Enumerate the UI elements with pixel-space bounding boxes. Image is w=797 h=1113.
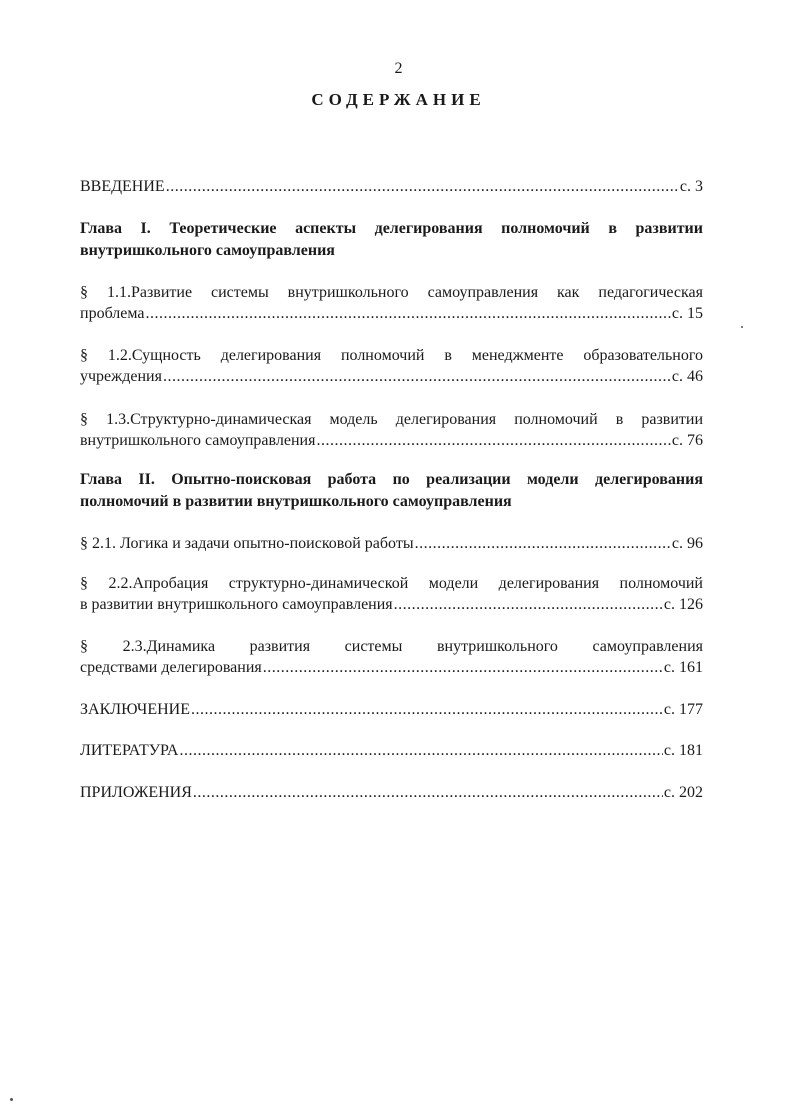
toc-label: учреждения: [80, 368, 162, 385]
leader-dots: [394, 594, 663, 615]
leader-dots: [191, 699, 663, 720]
toc-page-ref: с. 161: [663, 659, 703, 676]
toc-entry-conclusion[interactable]: [80, 699, 703, 720]
toc-entry-1-3[interactable]: [80, 409, 703, 451]
chapter-1-heading[interactable]: [80, 218, 703, 262]
toc-entry-2-2[interactable]: [80, 573, 703, 615]
toc-entry-2-3[interactable]: [80, 636, 703, 678]
toc-label: § 1.2.Сущность делегирования полномочий в менеджменте образовательного: [80, 347, 703, 364]
scan-speck: [10, 1098, 13, 1101]
leader-dots: [166, 176, 679, 197]
leader-dots: [179, 740, 662, 761]
toc-entry-2-1[interactable]: [80, 533, 703, 554]
page-number: 2: [394, 60, 403, 77]
toc-label: средствами делегирования: [80, 659, 262, 676]
toc-page-ref: с. 76: [671, 432, 703, 449]
toc-entry-intro[interactable]: [80, 176, 703, 197]
leader-dots: [263, 657, 663, 678]
leader-dots: [415, 533, 671, 554]
toc-label: проблема: [80, 305, 145, 322]
toc-page-ref: с. 15: [671, 305, 703, 322]
toc-label: § 2.1. Логика и задачи опытно-поисковой работы: [80, 535, 414, 552]
toc-label: ЛИТЕРАТУРА: [80, 742, 179, 759]
chapter-2-heading[interactable]: [80, 469, 703, 513]
toc-entry-literature[interactable]: [80, 740, 703, 761]
toc-label: в развитии внутришкольного самоуправления: [80, 596, 393, 613]
toc-label: § 2.2.Апробация структурно-динамической модели делегирования полномочий: [80, 575, 703, 592]
toc-label: § 2.3.Динамика развития системы внутришкольного самоуправления: [80, 638, 703, 655]
leader-dots: [316, 430, 670, 451]
toc-entry-1-2[interactable]: [80, 345, 703, 387]
toc-label: § 1.3.Структурно-динамическая модель делегирования полномочий в развитии: [80, 411, 703, 428]
leader-dots: [163, 366, 671, 387]
toc-page-ref: с. 202: [663, 784, 703, 801]
toc-label: ВВЕДЕНИЕ: [80, 178, 165, 195]
toc-page-ref: с. 126: [663, 596, 703, 613]
chapter-title-line: полномочий в развитии внутришкольного самоуправления: [80, 493, 512, 510]
chapter-title-line: Глава I. Теоретические аспекты делегирования полномочий в развитии: [80, 220, 703, 237]
toc-entry-appendices[interactable]: [80, 782, 703, 803]
scan-speck: [741, 326, 743, 328]
toc-page-ref: с. 181: [663, 742, 703, 759]
leader-dots: [146, 303, 671, 324]
toc-label: ЗАКЛЮЧЕНИЕ: [80, 701, 190, 718]
chapter-title-line: внутришкольного самоуправления: [80, 242, 335, 259]
toc-page-ref: с. 96: [671, 535, 703, 552]
chapter-title-line: Глава II. Опытно-поисковая работа по реализации модели делегирования: [80, 471, 703, 488]
toc-page-ref: с. 46: [671, 368, 703, 385]
leader-dots: [193, 782, 663, 803]
page-title: СОДЕРЖАНИЕ: [311, 90, 486, 109]
toc-label: ПРИЛОЖЕНИЯ: [80, 784, 192, 801]
toc-label: внутришкольного самоуправления: [80, 432, 316, 449]
toc-label: § 1.1.Развитие системы внутришкольного самоуправления как педагогическая: [80, 284, 703, 301]
toc-page-ref: с. 3: [679, 178, 703, 195]
toc-page-ref: с. 177: [663, 701, 703, 718]
toc-entry-1-1[interactable]: [80, 282, 703, 324]
